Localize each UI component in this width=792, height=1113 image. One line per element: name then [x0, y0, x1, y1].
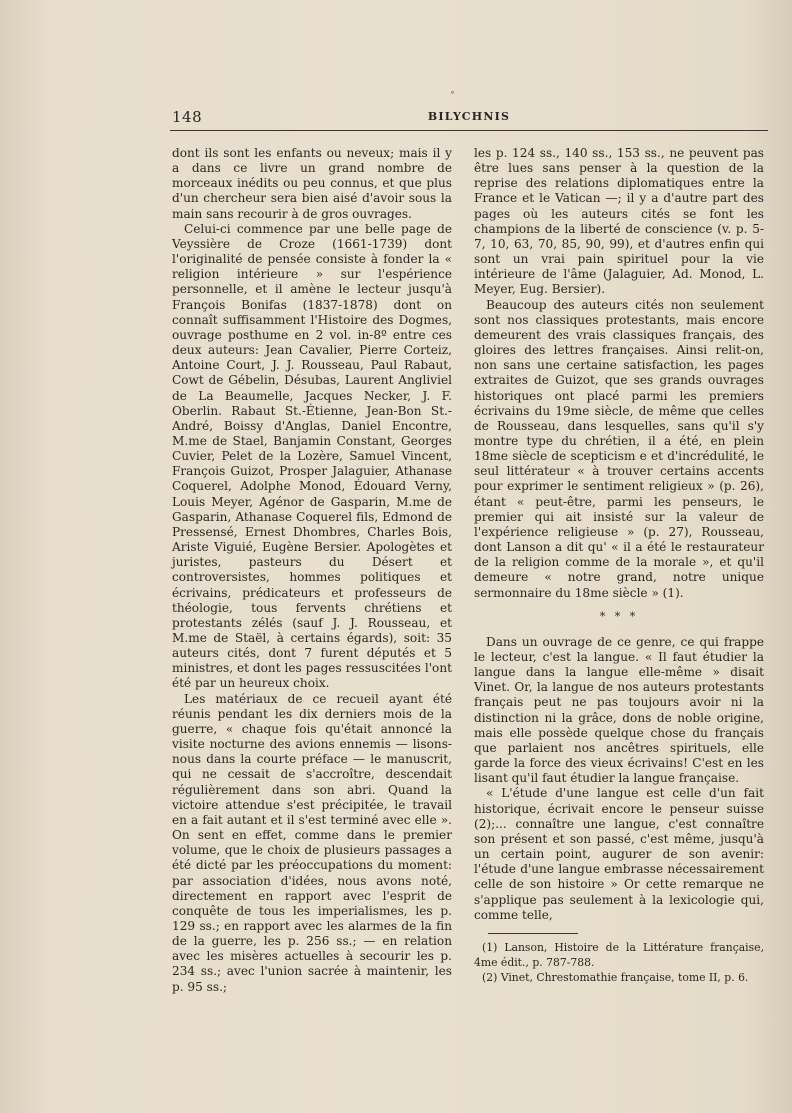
header-rule [170, 130, 768, 131]
paragraph: Les matériaux de ce recueil ayant été réunis pendant les dix derniers mois de la guerre, « chaque fois qu'était annoncé la visite nocturne des avions ennemis — lisons-nous dans la courte préface — le manuscrit, qui ne cessait de s'accroître, descendait régulièrement dans son abri. Quand la victoire attendue s'est précipitée, le travail en a fait autant et il s'est terminé avec elle ». On sent en effet, comme dans le premier volume, que le choix de plusieurs passages a été dicté par les préoccupations du moment: par association d'idées, nous avons noté, directement en rapport avec l'esprit de conquête de tous les imperialismes, les p. 129 ss.; en rapport avec les alarmes de la fin de la guerre, les p. 256 ss.; — en relation avec les misères actuelles à secourir les p. 234 ss.; avec l'union sacrée à maintenir, les p. 95 ss.; [172, 691, 452, 994]
page-number: 148 [172, 108, 203, 126]
page-header [170, 108, 768, 130]
running-title: BILYCHNIS [427, 110, 511, 123]
paragraph: dont ils sont les enfants ou neveux; mais il y a dans ce livre un grand nombre de morceaux inédits ou peu connus, et que plus d'un chercheur sera bien aisé d'avoir sous la main sans recourir à de gros ouvrages. [172, 146, 452, 221]
footnote: (2) Vinet, Chrestomathie française, tome II, p. 6. [482, 970, 749, 984]
left-column [172, 146, 452, 995]
footnote: (1) Lanson, Histoire de la Littérature française, 4me édit., p. 787-788. [474, 940, 764, 969]
paragraph: Dans un ouvrage de ce genre, ce qui frappe le lecteur, c'est la langue. « Il faut étudier la langue dans la langue elle-même » disait Vinet. Or, la langue de nos auteurs protestants français peut ne pas toujours avoir ni la distinction ni la grâce, dons de noble origine, mais elle possède quelque chose du français que parlaient nos ancêtres spirituels, elle garde la force des vieux écrivains! C'est en les lisant qu'il faut étudier la langue française. [474, 634, 764, 786]
paragraph: Celui-ci commence par une belle page de Veyssière de Croze (1661-1739) dont l'originalité de pensée consiste à fonder la « religion intérieure » sur l'espérience personnelle, et il amène le lecteur jusqu'à François Bonifas (1837-1878) dont on connaît suffisamment l'Histoire des Dogmes, ouvrage posthume en 2 vol. in-8º entre ces deux auteurs: Jean Cavalier, Pierre Corteiz, Antoine Court, J. J. Rousseau, Paul Rabaut, Cowt de Gébelin, Désubas, Laurent Angliviel de La Beaumelle, Jacques Necker, J. F. Oberlin. Rabaut St.-Étienne, Jean-Bon St.-André, Boissy d'Anglas, Daniel Encontre, M.me de Stael, Banjamin Constant, Georges Cuvier, Pelet de la Lozère, Samuel Vincent, François Guizot, Prosper Jalaguier, Athanase Coquerel, Adolphe Monod, Édouard Verny, Louis Meyer, Agénor de Gasparin, M.me de Gasparin, Athanase Coquerel fils, Edmond de Pressensé, Ernest Dhombres, Charles Bois, Ariste Viguié, Eugène Bersier. Apologètes et juristes, pasteurs du Désert et controversistes, hommes politiques et écrivains, prédicateurs et professeurs de théologie, tous fervents chrétiens et protestants zélés (sauf J. J. Rousseau, et M.me de Staël, à certains égards), soit: 35 auteurs cités, dont 7 furent députés et 5 ministres, et dont les pages ressuscitées l'ont été par un heureux choix. [172, 221, 452, 691]
paragraph: les p. 124 ss., 140 ss., 153 ss., ne peuvent pas être lues sans penser à la question de la reprise des relations diplomatiques entre la France et le Vatican —; il y a d'autre part des pages où les auteurs cités se font les champions de la liberté de conscience (v. p. 5-7, 10, 63, 70, 85, 90, 99), et d'autres enfin qui sont un vrai pain spirituel pour la vie intérieure de l'âme (Jalaguier, Ad. Monod, L. Meyer, Eug. Bersier). [474, 146, 764, 297]
section-separator: * * * [599, 609, 639, 623]
right-column [474, 146, 764, 987]
paragraph: « L'étude d'une langue est celle d'un fait historique, écrivait encore le penseur suisse (2);... connaître une langue, c'est connaître son présent et son passé, c'est même, jusqu'à un certain point, augurer de son avenir: l'étude d'une langue embrasse nécessairement celle de son histoire » Or cette remarque ne s'applique pas seulement à la lexicologie qui, comme telle, [474, 786, 764, 922]
footnote-rule [488, 933, 578, 934]
paragraph: Beaucoup des auteurs cités non seulement sont nos classiques protestants, mais encore demeurent des vrais classiques français, des gloires des lettres françaises. Ainsi relit-on, non sans une certaine satisfaction, les pages extraites de Guizot, que ses grands ouvrages historiques ont placé parmi les premiers écrivains du 19me siècle, de même que celles de Rousseau, dans lesquelles, sans qu'il s'y montre type du chrétien, il a été, en plein 18me siècle de scepticism e et d'incrédulité, le seul littérateur « à trouver certains accents pour exprimer le sentiment religieux » (p. 26), étant « peut-être, parmi les penseurs, le premier qui ait insisté sur la valeur de l'expérience religieuse » (p. 27), Rousseau, dont Lanson a dit qu' « il a été le restaurateur de la religion comme de la morale », et qu'il demeure « notre grand, notre unique sermonnaire du 18me siècle » (1). [474, 297, 764, 600]
footnotes [474, 940, 764, 985]
ink-mark: ˚ [450, 92, 455, 103]
